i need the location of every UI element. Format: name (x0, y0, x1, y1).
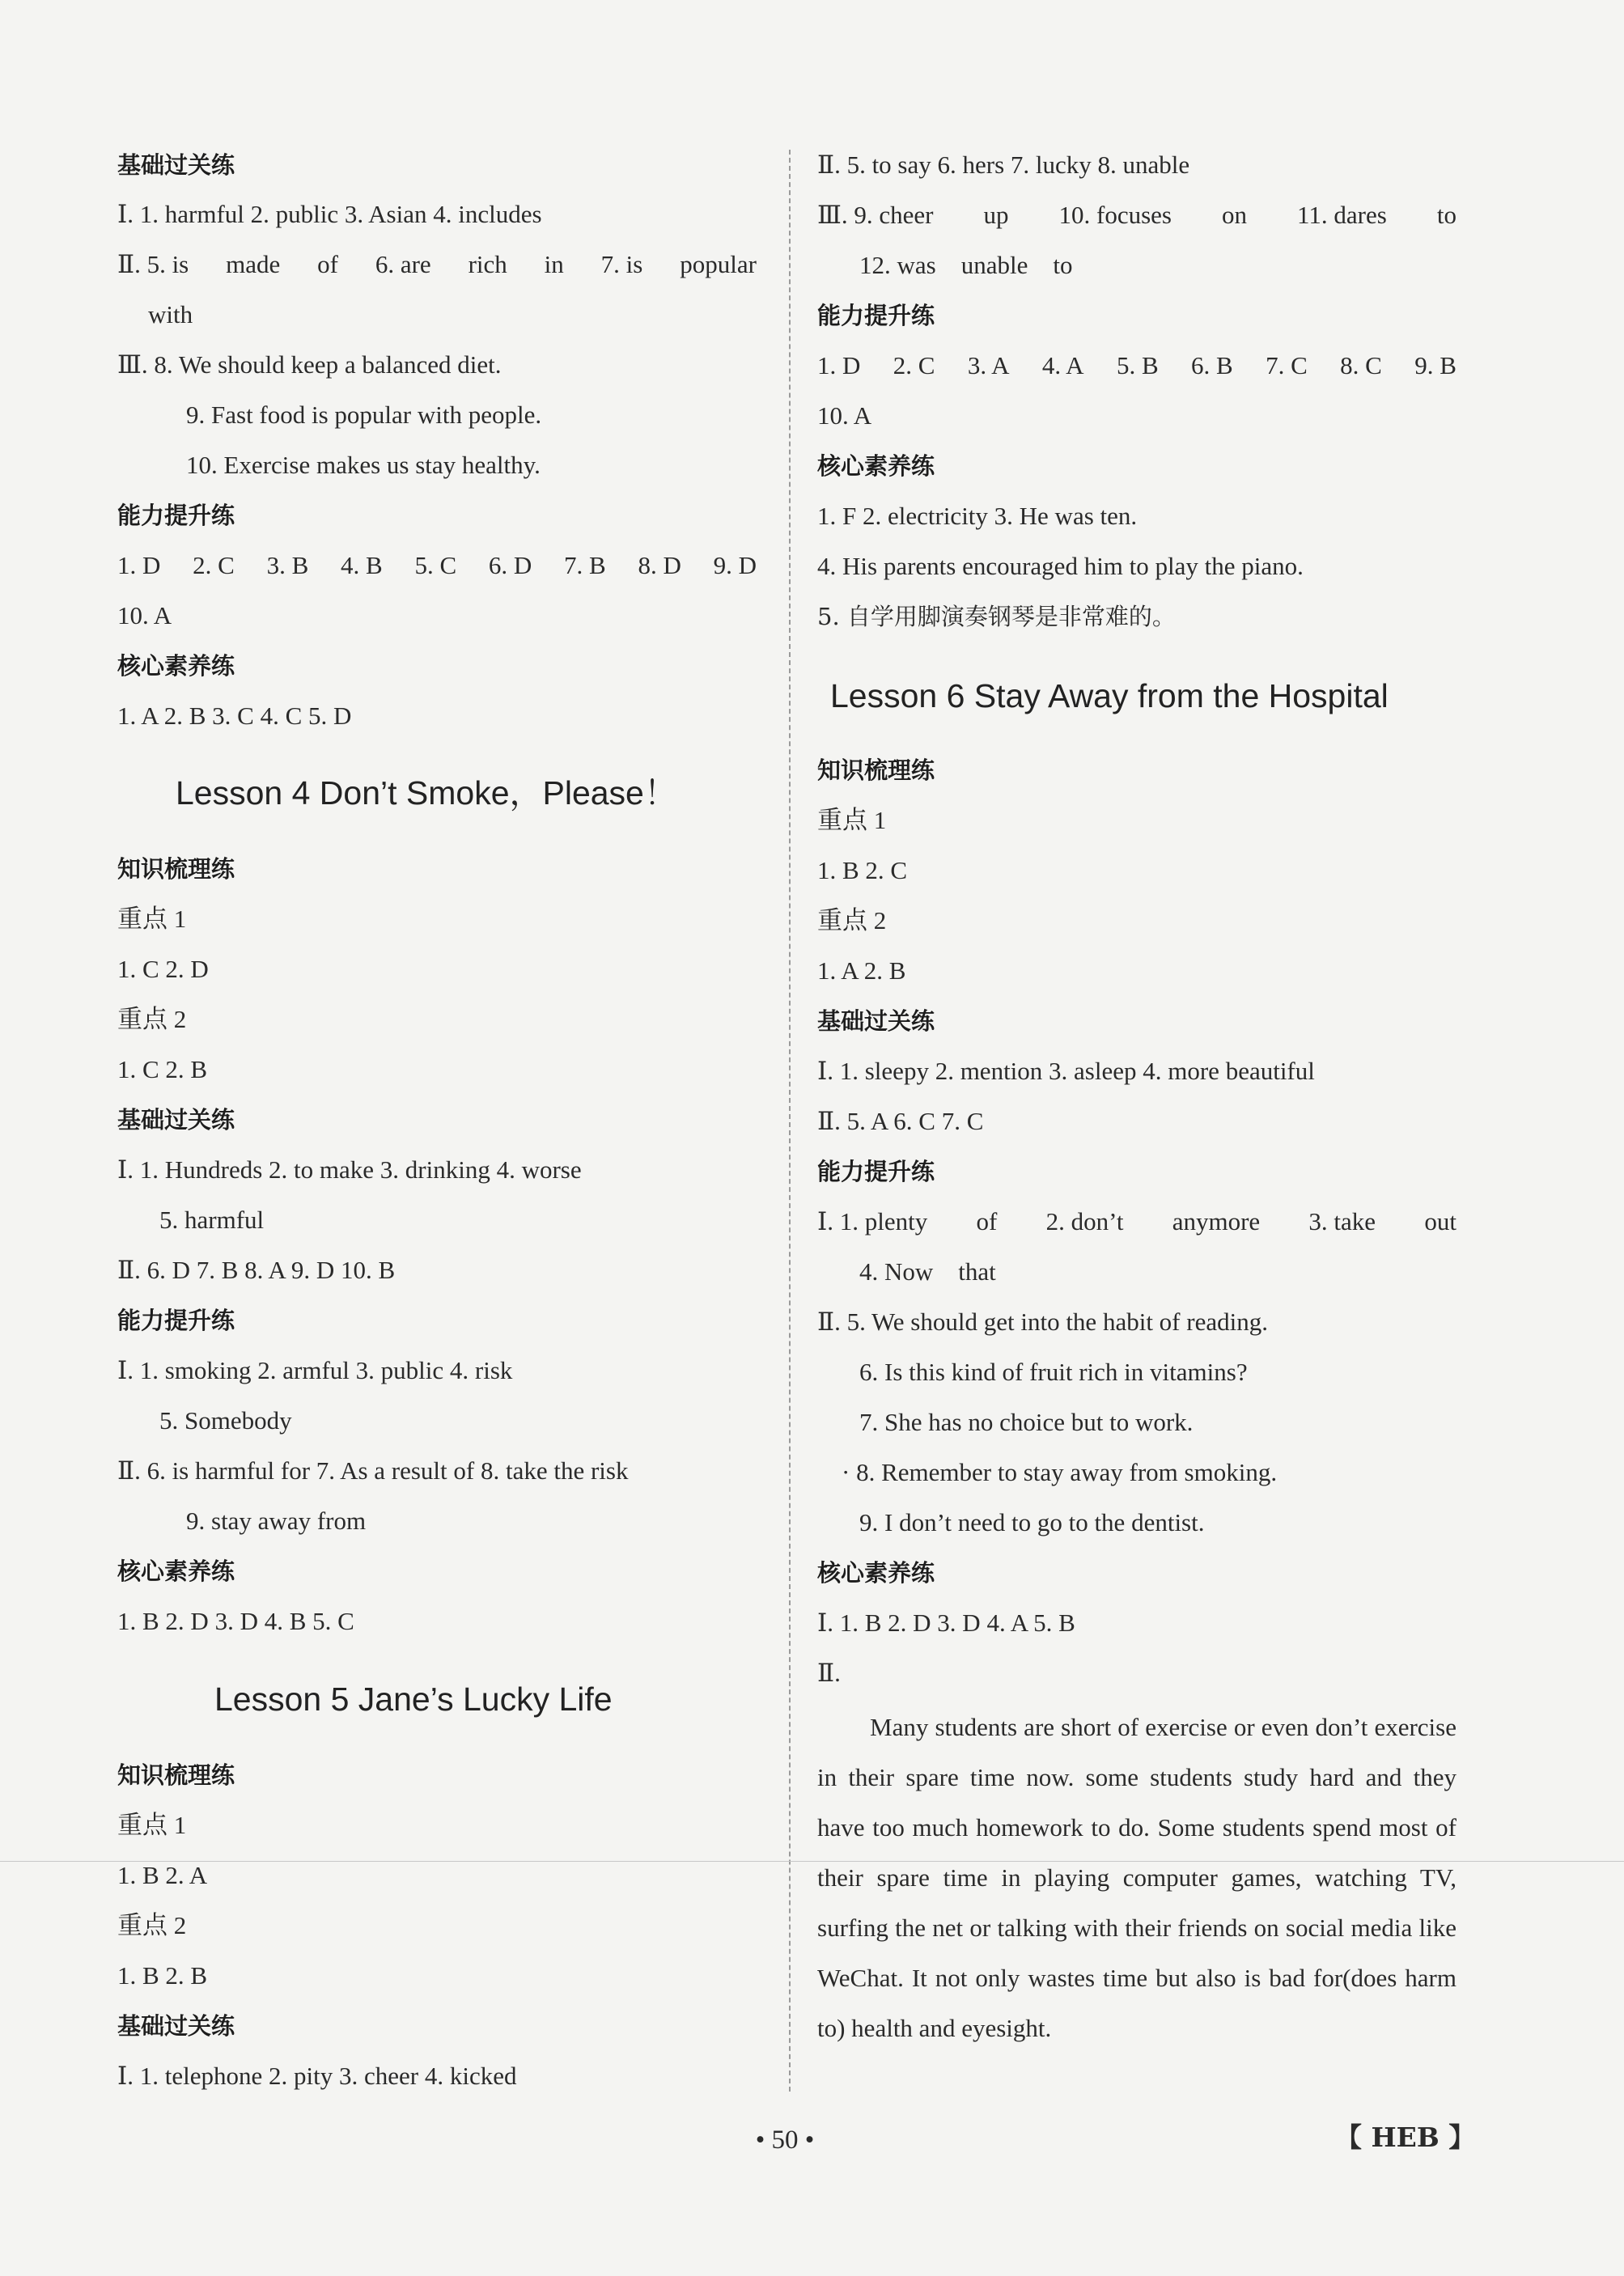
answer-line: Ⅰ. 1. harmful 2. public 3. Asian 4. includes (117, 200, 542, 228)
section-heading: 基础过关练 (117, 1106, 235, 1134)
answer-line: 6. Is this kind of fruit rich in vitamins? (859, 1358, 1248, 1386)
section-heading: 知识梳理练 (817, 757, 935, 784)
answer-line-spread: Ⅰ. 1. plenty of 2. don’t anymore 3. take out (817, 1207, 1457, 1235)
answer-line: 5. 自学用脚演奏钢琴是非常难的。 (817, 603, 1176, 630)
answer-line: · 8. Remember to stay away from smoking. (842, 1458, 1278, 1486)
answer-line: 1. A 2. B (817, 956, 906, 985)
lesson-title: Lesson 6 Stay Away from the Hospital (830, 677, 1389, 714)
answer-line: Ⅱ. 6. is harmful for 7. As a result of 8. take the risk (117, 1456, 629, 1485)
section-heading: 核心素养练 (117, 1558, 235, 1585)
essay-paragraph: Many students are short of exercise or even don’t exercise in their spare time now. some students study hard and they have too much homework to do. Some students spend most of their spare time in playing computer games, watching TV, surfing the net or talking with their friends on social media like WeChat. It not only wastes time but also is bad for(does harm to) health and eyesight. (817, 1713, 1457, 2042)
answer-line: 7. She has no choice but to work. (859, 1408, 1194, 1436)
key-point-label: 重点 1 (117, 905, 187, 933)
key-point-label: 重点 1 (117, 1811, 187, 1839)
answer-line-spread: 1. D 2. C 3. B 4. B 5. C 6. D 7. B 8. D 9. D (117, 551, 757, 579)
answer-line: Ⅱ. 6. D 7. B 8. A 9. D 10. B (117, 1256, 396, 1284)
answer-line: Ⅲ. 8. We should keep a balanced diet. (117, 350, 502, 379)
key-point-label: 重点 2 (117, 1005, 187, 1033)
edition-tag: 【 HEB 】 (1335, 2121, 1476, 2153)
answer-line: Ⅱ. 5. We should get into the habit of reading. (817, 1308, 1268, 1336)
answer-line: 1. B 2. B (117, 1961, 208, 1990)
answer-line: 1. C 2. D (117, 955, 209, 983)
answer-line: 9. Fast food is popular with people. (186, 401, 542, 429)
section-heading: 能力提升练 (117, 502, 235, 529)
answer-line: 10. A (117, 601, 172, 629)
answer-line: 10. Exercise makes us stay healthy. (186, 451, 541, 479)
section-heading: 能力提升练 (817, 302, 935, 329)
section-heading: 核心素养练 (817, 1559, 935, 1587)
answer-line: Ⅰ. 1. sleepy 2. mention 3. asleep 4. more beautiful (817, 1057, 1315, 1085)
answer-line: Ⅰ. 1. B 2. D 3. D 4. A 5. B (817, 1608, 1075, 1637)
section-heading: 能力提升练 (817, 1158, 935, 1185)
section-heading: 基础过关练 (117, 151, 235, 179)
section-heading: 核心素养练 (817, 452, 935, 480)
answer-line: 1. B 2. A (117, 1861, 208, 1889)
answer-line: 5. Somebody (159, 1406, 292, 1435)
answer-line: 9. stay away from (186, 1507, 367, 1535)
answer-line: with (148, 300, 193, 328)
section-heading: 基础过关练 (117, 2012, 235, 2040)
key-point-label: 重点 2 (117, 1911, 187, 1939)
answer-line: 10. A (817, 401, 872, 430)
column-divider (789, 150, 791, 2092)
answer-line: 1. B 2. C (817, 856, 908, 884)
answer-line: 1. A 2. B 3. C 4. C 5. D (117, 701, 352, 730)
lesson-title: Lesson 4 Don’t Smoke，Please！ (176, 774, 677, 812)
answer-line: 5. harmful (159, 1206, 265, 1234)
answer-line: Ⅱ. 5. A 6. C 7. C (817, 1107, 984, 1135)
lesson-title: Lesson 5 Jane’s Lucky Life (214, 1681, 613, 1718)
answer-line: 9. I don’t need to go to the dentist. (859, 1508, 1205, 1536)
answer-line: 12. was unable to (859, 251, 1073, 279)
answer-line: 1. F 2. electricity 3. He was ten. (817, 502, 1138, 530)
section-heading: 基础过关练 (817, 1007, 935, 1035)
section-heading: 知识梳理练 (117, 855, 235, 883)
answer-line: 4. Now that (859, 1257, 996, 1286)
section-heading: 核心素养练 (117, 652, 235, 680)
answer-line: 1. B 2. D 3. D 4. B 5. C (117, 1607, 354, 1635)
key-point-label: 重点 1 (817, 806, 887, 834)
answer-line: Ⅰ. 1. smoking 2. armful 3. public 4. risk (117, 1356, 513, 1384)
answer-line: Ⅰ. 1. telephone 2. pity 3. cheer 4. kicked (117, 2062, 517, 2090)
answer-line: Ⅰ. 1. Hundreds 2. to make 3. drinking 4. worse (117, 1155, 582, 1184)
answer-line: Ⅱ. (817, 1659, 841, 1687)
answer-line: 1. C 2. B (117, 1055, 208, 1083)
answer-line-spread: Ⅲ. 9. cheer up 10. focuses on 11. dares to (817, 201, 1457, 229)
page-number: • 50 • (755, 2126, 815, 2155)
section-heading: 能力提升练 (117, 1307, 235, 1334)
answer-line-spread: Ⅱ. 5. is made of 6. are rich in 7. is popular (117, 250, 757, 278)
answer-line-spread: 1. D 2. C 3. A 4. A 5. B 6. B 7. C 8. C 9. B (817, 351, 1457, 379)
key-point-label: 重点 2 (817, 906, 887, 935)
answer-line: 4. His parents encouraged him to play the piano. (817, 552, 1304, 580)
section-heading: 知识梳理练 (117, 1761, 235, 1789)
answer-line: Ⅱ. 5. to say 6. hers 7. lucky 8. unable (817, 150, 1190, 179)
